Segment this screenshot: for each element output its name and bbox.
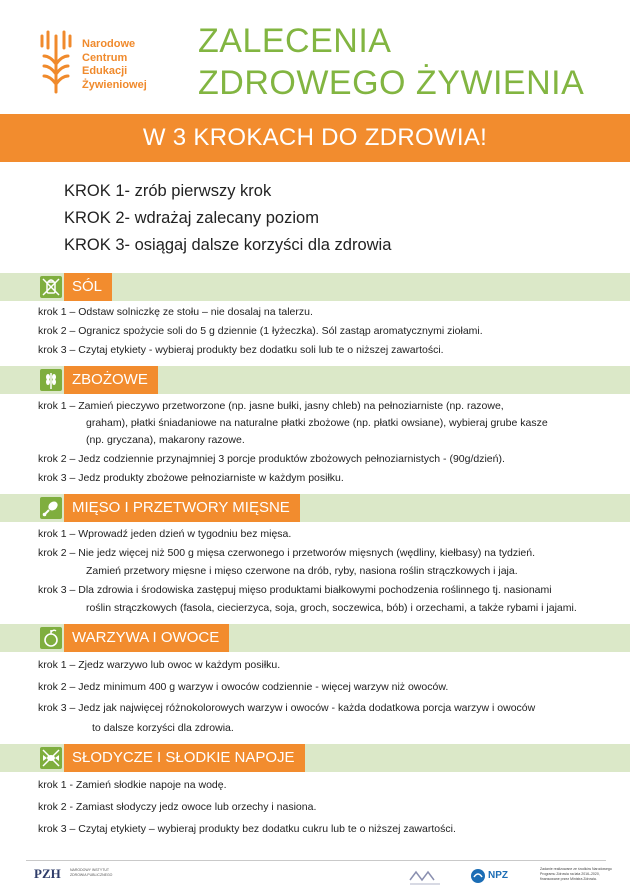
section-meat-line: Zamień przetwory mięsne i mięso czerwone na drób, ryby, nasiona roślin strączkowych i jaja. xyxy=(86,565,518,577)
section-grains-line: krok 2 – Jedz codziennie przynajmniej 3 porcje produktów zbożowych pełnoziarnistych - (90g/dzień). xyxy=(38,453,505,465)
section-salt-line: krok 3 – Czytaj etykiety - wybieraj produkty bez dodatku soli lub te o niższej zawartości. xyxy=(38,344,444,356)
logo-text xyxy=(82,38,147,92)
section-meat-title: MIĘSO I PRZETWORY MIĘSNE xyxy=(64,494,300,522)
section-sweets-line: krok 1 - Zamień słodkie napoje na wodę. xyxy=(38,779,227,791)
ministry-icon xyxy=(406,866,446,888)
pzh-mark: PZH xyxy=(34,866,61,881)
ncez-logo xyxy=(36,26,166,106)
section-grains-line: krok 3 – Jedz produkty zbożowe pełnoziarniste w każdym posiłku. xyxy=(38,472,344,484)
banner: W 3 KROKACH DO ZDROWIA! xyxy=(0,114,630,162)
npz-logo xyxy=(470,866,514,886)
section-meat-line: roślin strączkowych (fasola, ciecierzyca, soja, groch, soczewica, bób) i orzechami, a także rybami i jajami. xyxy=(86,602,577,614)
note-line: finansowane przez Ministra Zdrowia. xyxy=(540,876,597,881)
section-sweets-line: krok 3 – Czytaj etykiety – wybieraj produkty bez dodatku cukru lub te o niższej zawartości. xyxy=(38,823,456,835)
section-meat-line: krok 1 – Wprowadź jeden dzień w tygodniu bez mięsa. xyxy=(38,528,292,540)
section-sweets-title: SŁODYCZE I SŁODKIE NAPOJE xyxy=(64,744,305,772)
section-meat-line: krok 2 – Nie jedz więcej niż 500 g mięsa czerwonego i przetworów mięsnych (wędliny, kiełbasy) na tydzień. xyxy=(38,547,536,559)
drumstick-icon xyxy=(40,497,62,519)
npz-icon xyxy=(470,868,486,884)
section-grains-line: krok 1 – Zamień pieczywo przetworzone (np. jasne bułki, jasny chleb) na pełnoziarniste (np. razowe, xyxy=(38,400,504,412)
title-line: ZALECENIA xyxy=(198,22,392,60)
section-veg-line: to dalsze korzyści dla zdrowia. xyxy=(92,722,234,734)
section-veg-line: krok 3 – Jedz jak najwięcej różnokolorowych warzyw i owoców - każda dodatkowa porcja warzyw i owoców xyxy=(38,702,536,714)
wheat-logo-icon xyxy=(36,26,76,96)
section-veg-title: WARZYWA I OWOCE xyxy=(64,624,229,652)
step-item: KROK 3- osiągaj dalsze korzyści dla zdrowia xyxy=(64,236,392,254)
logo-line: Centrum xyxy=(82,51,128,64)
funding-note xyxy=(540,867,624,881)
footer-divider xyxy=(26,860,606,861)
logo-line: Żywieniowej xyxy=(82,78,147,91)
page-title xyxy=(198,20,584,104)
grain-icon xyxy=(40,369,62,391)
note-line: Programu Zdrowia na lata 2016–2020, xyxy=(540,871,600,876)
step-item: KROK 2- wdrażaj zalecany poziom xyxy=(64,209,319,227)
section-sweets-line: krok 2 - Zamiast słodyczy jedz owoce lub orzechy i nasiona. xyxy=(38,801,317,813)
section-grains-line: (np. gryczana), makarony razowe. xyxy=(86,434,245,446)
candy-crossed-icon xyxy=(40,747,62,769)
section-meat-line: krok 3 – Dla zdrowia i środowiska zastępuj mięso produktami białkowymi pochodzenia roślinnego tj. nasionami xyxy=(38,584,552,596)
steps-list xyxy=(64,178,391,259)
salt-crossed-icon xyxy=(40,276,62,298)
section-salt-line: krok 1 – Odstaw solniczkę ze stołu – nie dosalaj na talerzu. xyxy=(38,306,313,318)
section-grains-line: graham), płatki śniadaniowe na naturalne płatki zbożowe (np. płatki owsiane), wybieraj grube kasze xyxy=(86,417,548,429)
note-line: Zadanie realizowane ze środków Narodowego xyxy=(540,867,612,871)
npz-label: NPZ xyxy=(488,870,508,881)
pzh-text xyxy=(70,868,112,877)
ministry-logo xyxy=(406,866,446,888)
logo-line: Edukacji xyxy=(82,65,128,77)
logo-line: Narodowe xyxy=(82,38,136,50)
section-salt-line: krok 2 – Ogranicz spożycie soli do 5 g dziennie (1 łyżeczka). Sól zastąp aromatycznymi ziołami. xyxy=(38,325,483,337)
section-veg-line: krok 1 – Zjedz warzywo lub owoc w każdym posiłku. xyxy=(38,659,281,671)
title-line: ZDROWEGO ŻYWIENIA xyxy=(198,64,585,102)
pzh-logo xyxy=(34,866,134,886)
pzh-text-line: ZDROWIA PUBLICZNEGO xyxy=(70,872,113,877)
section-veg-line: krok 2 – Jedz minimum 400 g warzyw i owoców codziennie - więcej warzyw niż owoców. xyxy=(38,681,449,693)
apple-icon xyxy=(40,627,62,649)
section-grains-title: ZBOŻOWE xyxy=(64,366,158,394)
step-item: KROK 1- zrób pierwszy krok xyxy=(64,182,272,200)
pzh-text-line: NARODOWY INSTYTUT xyxy=(70,868,110,872)
section-salt-title: SÓL xyxy=(64,273,112,301)
